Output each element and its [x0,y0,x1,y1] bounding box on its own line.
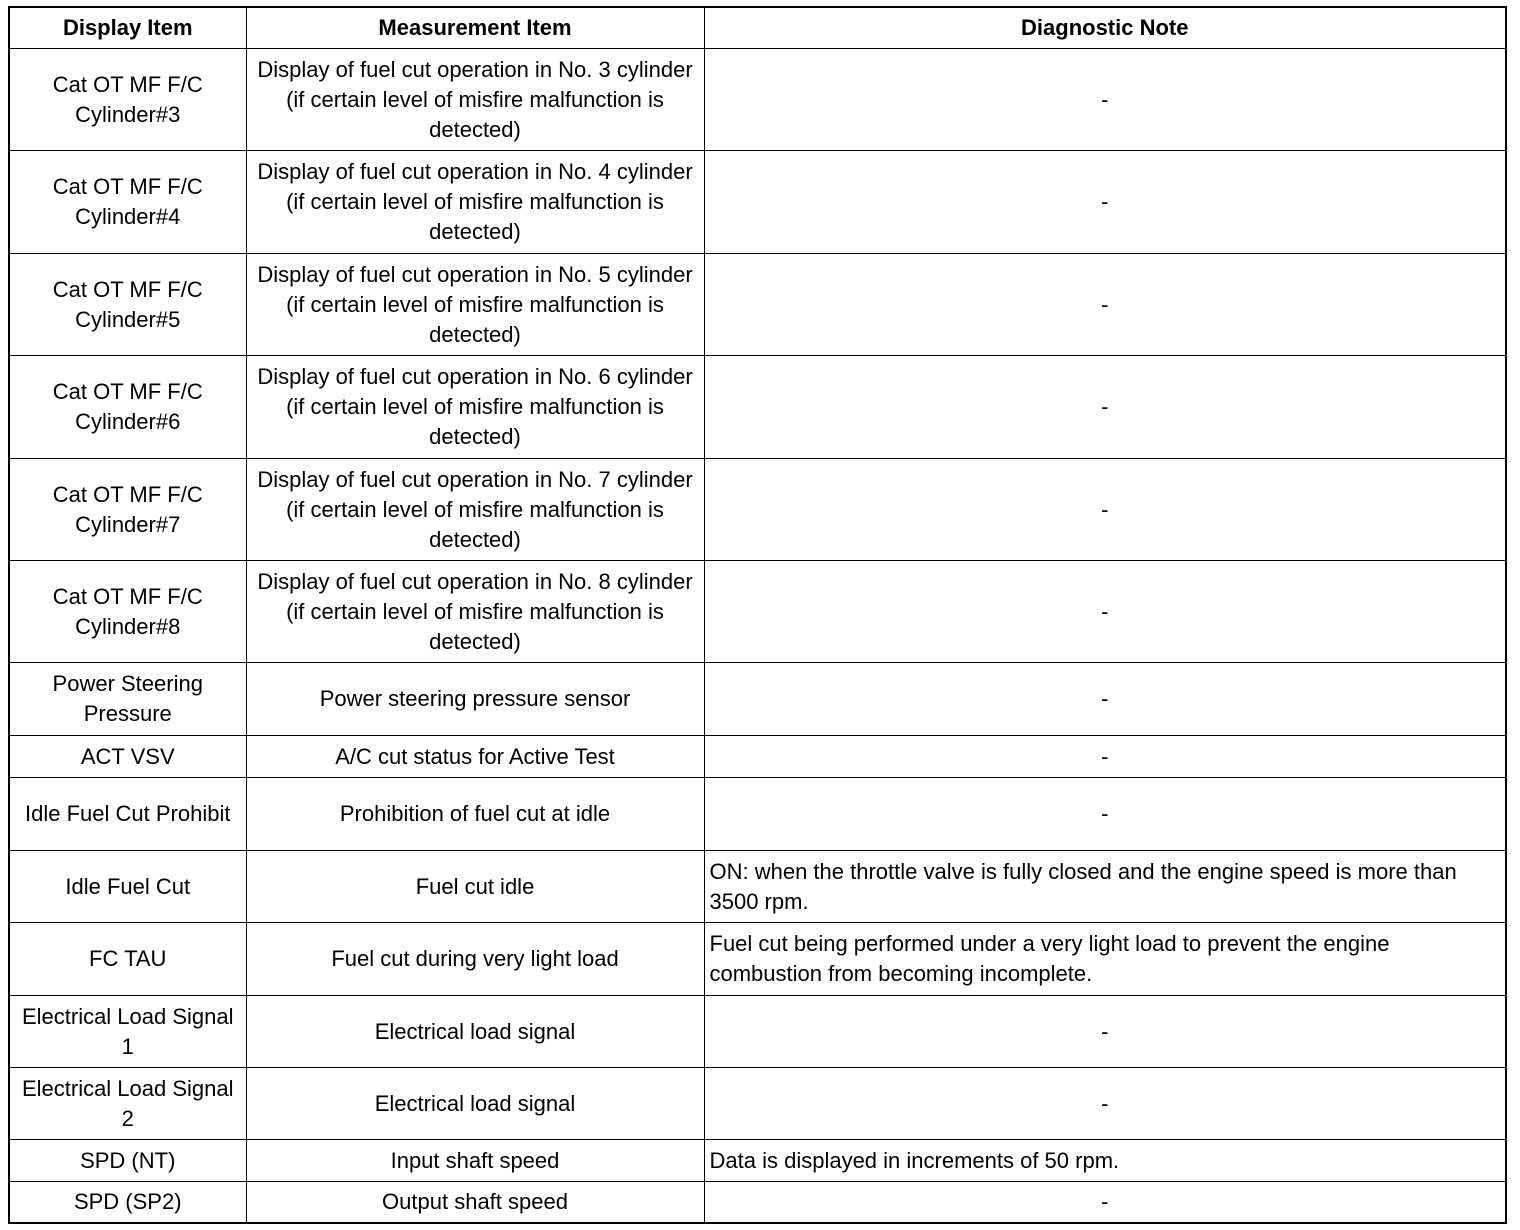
display-item-cell: Cat OT MF F/C Cylinder#4 [9,151,246,254]
measurement-item-cell: Fuel cut during very light load [246,923,704,996]
measurement-item-cell: Power steering pressure sensor [246,663,704,736]
diagnostic-note-cell: - [704,459,1506,561]
display-item-cell: Electrical Load Signal 2 [9,1068,246,1140]
measurement-item-cell: Display of fuel cut operation in No. 6 cylinder (if certain level of misfire malfunction is detected) [246,356,704,459]
measurement-item-cell: Electrical load signal [246,1068,704,1140]
header-row [9,7,1506,49]
diagnostic-note-cell: - [704,778,1506,851]
diagnostic-note-cell: ON: when the throttle valve is fully closed and the engine speed is more than 3500 rpm. [704,851,1506,923]
diagnostic-note-cell: - [704,736,1506,778]
table-row [9,254,1506,356]
measurement-item-cell: Electrical load signal [246,996,704,1068]
display-item-cell: FC TAU [9,923,246,996]
measurement-item-cell: Display of fuel cut operation in No. 7 cylinder (if certain level of misfire malfunction is detected) [246,459,704,561]
table-row [9,1182,1506,1223]
diagnostic-data-table [8,6,1507,1224]
measurement-item-cell: A/C cut status for Active Test [246,736,704,778]
header-measurement-item: Measurement Item [246,7,704,49]
table-row [9,1140,1506,1182]
measurement-item-cell: Display of fuel cut operation in No. 8 cylinder (if certain level of misfire malfunction is detected) [246,561,704,663]
table-row [9,778,1506,851]
display-item-cell: Power Steering Pressure [9,663,246,736]
display-item-cell: Idle Fuel Cut Prohibit [9,778,246,851]
display-item-cell: Electrical Load Signal 1 [9,996,246,1068]
measurement-item-cell: Prohibition of fuel cut at idle [246,778,704,851]
diagnostic-note-cell: - [704,1182,1506,1223]
display-item-cell: ACT VSV [9,736,246,778]
diagnostic-note-cell: - [704,49,1506,151]
measurement-item-cell: Display of fuel cut operation in No. 3 cylinder (if certain level of misfire malfunction is detected) [246,49,704,151]
diagnostic-note-cell: - [704,356,1506,459]
table-row [9,1068,1506,1140]
display-item-cell: SPD (SP2) [9,1182,246,1223]
table-row [9,459,1506,561]
diagnostic-note-cell: - [704,996,1506,1068]
table-row [9,151,1506,254]
diagnostic-note-cell: - [704,561,1506,663]
display-item-cell: SPD (NT) [9,1140,246,1182]
table-row [9,996,1506,1068]
diagnostic-note-cell: - [704,1068,1506,1140]
display-item-cell: Cat OT MF F/C Cylinder#8 [9,561,246,663]
table-row [9,663,1506,736]
diagnostic-note-cell: Data is displayed in increments of 50 rpm. [704,1140,1506,1182]
table-row [9,561,1506,663]
display-item-cell: Cat OT MF F/C Cylinder#3 [9,49,246,151]
diagnostic-note-cell: - [704,663,1506,736]
measurement-item-cell: Fuel cut idle [246,851,704,923]
header-display-item: Display Item [9,7,246,49]
display-item-cell: Idle Fuel Cut [9,851,246,923]
display-item-cell: Cat OT MF F/C Cylinder#5 [9,254,246,356]
table-row [9,923,1506,996]
table-row [9,356,1506,459]
display-item-cell: Cat OT MF F/C Cylinder#7 [9,459,246,561]
header-diagnostic-note: Diagnostic Note [704,7,1506,49]
display-item-cell: Cat OT MF F/C Cylinder#6 [9,356,246,459]
diagnostic-note-cell: - [704,151,1506,254]
diagnostic-note-cell: - [704,254,1506,356]
measurement-item-cell: Input shaft speed [246,1140,704,1182]
measurement-item-cell: Output shaft speed [246,1182,704,1223]
table-row [9,736,1506,778]
table-row [9,851,1506,923]
table-row [9,49,1506,151]
measurement-item-cell: Display of fuel cut operation in No. 5 cylinder (if certain level of misfire malfunction is detected) [246,254,704,356]
measurement-item-cell: Display of fuel cut operation in No. 4 cylinder (if certain level of misfire malfunction is detected) [246,151,704,254]
diagnostic-note-cell: Fuel cut being performed under a very light load to prevent the engine combustion from becoming incomplete. [704,923,1506,996]
